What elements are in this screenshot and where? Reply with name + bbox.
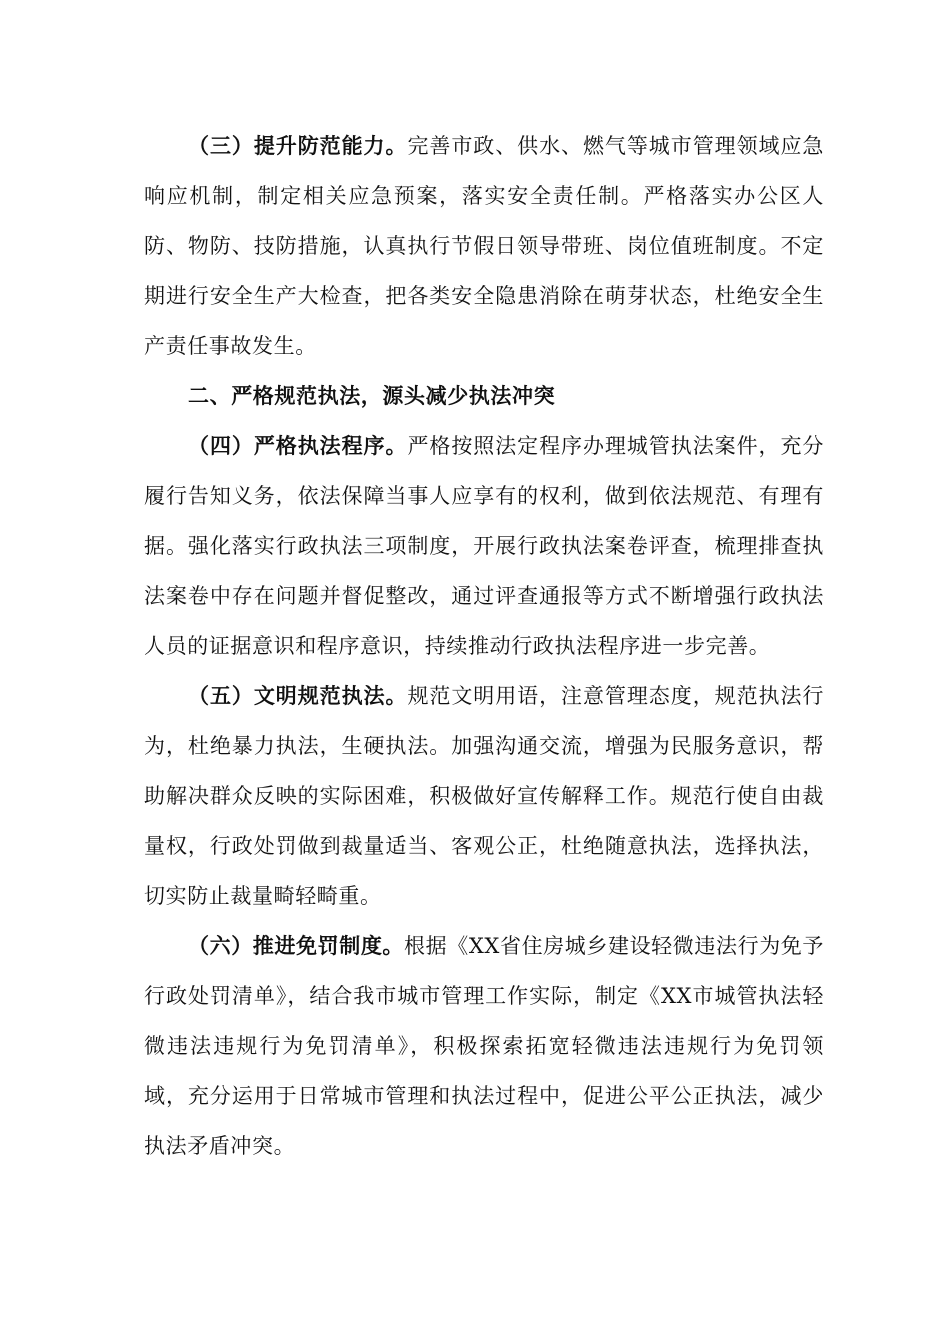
paragraph-civilized-enforcement [144, 671, 824, 921]
paragraph-text: 严格按照法定程序办理城管执法案件，充分履行告知义务，依法保障当事人应享有的权利，做到依法规范、有理有据。强化落实行政执法三项制度，开展行政执法案卷评查，梳理排查执法案卷中存在问题并督促整改，通过评查通报等方式不断增强行政执法人员的证据意识和程序意识，持续推动行政执法程序进一步完善。 [144, 434, 825, 658]
paragraph-lead: （六）推进免罚制度。 [188, 933, 405, 958]
paragraph-text: 根据《XX省住房城乡建设轻微违法行为免予行政处罚清单》，结合我市城市管理工作实际，制定《XX市城管执法轻微违法违规行为免罚清单》，积极探索拓宽轻微违法违规行为免罚领域，充分运用于日常城市管理和执法过程中，促进公平公正执法，减少执法矛盾冲突。 [144, 934, 825, 1158]
paragraph-enforcement-procedure [144, 421, 824, 671]
paragraph-text: 规范文明用语，注意管理态度，规范执法行为，杜绝暴力执法，生硬执法。加强沟通交流，增强为民服务意识，帮助解决群众反映的实际困难，积极做好宣传解释工作。规范行使自由裁量权，行政处罚做到裁量适当、客观公正，杜绝随意执法，选择执法，切实防止裁量畸轻畸重。 [144, 684, 825, 908]
paragraph-lead: （三）提升防范能力。 [188, 133, 408, 158]
section-heading: 二、严格规范执法，源头减少执法冲突 [188, 383, 556, 408]
paragraph-exemption-system [144, 921, 824, 1171]
paragraph-text: 完善市政、供水、燃气等城市管理领域应急响应机制，制定相关应急预案，落实安全责任制。严格落实办公区人防、物防、技防措施，认真执行节假日领导带班、岗位值班制度。不定期进行安全生产大检查，把各类安全隐患消除在萌芽状态，杜绝安全生产责任事故发生。 [144, 134, 825, 358]
paragraph-prevention-capability [144, 121, 824, 371]
document-body [144, 121, 824, 1171]
paragraph-lead: （四）严格执法程序。 [188, 433, 408, 458]
paragraph-lead: （五）文明规范执法。 [188, 683, 408, 708]
